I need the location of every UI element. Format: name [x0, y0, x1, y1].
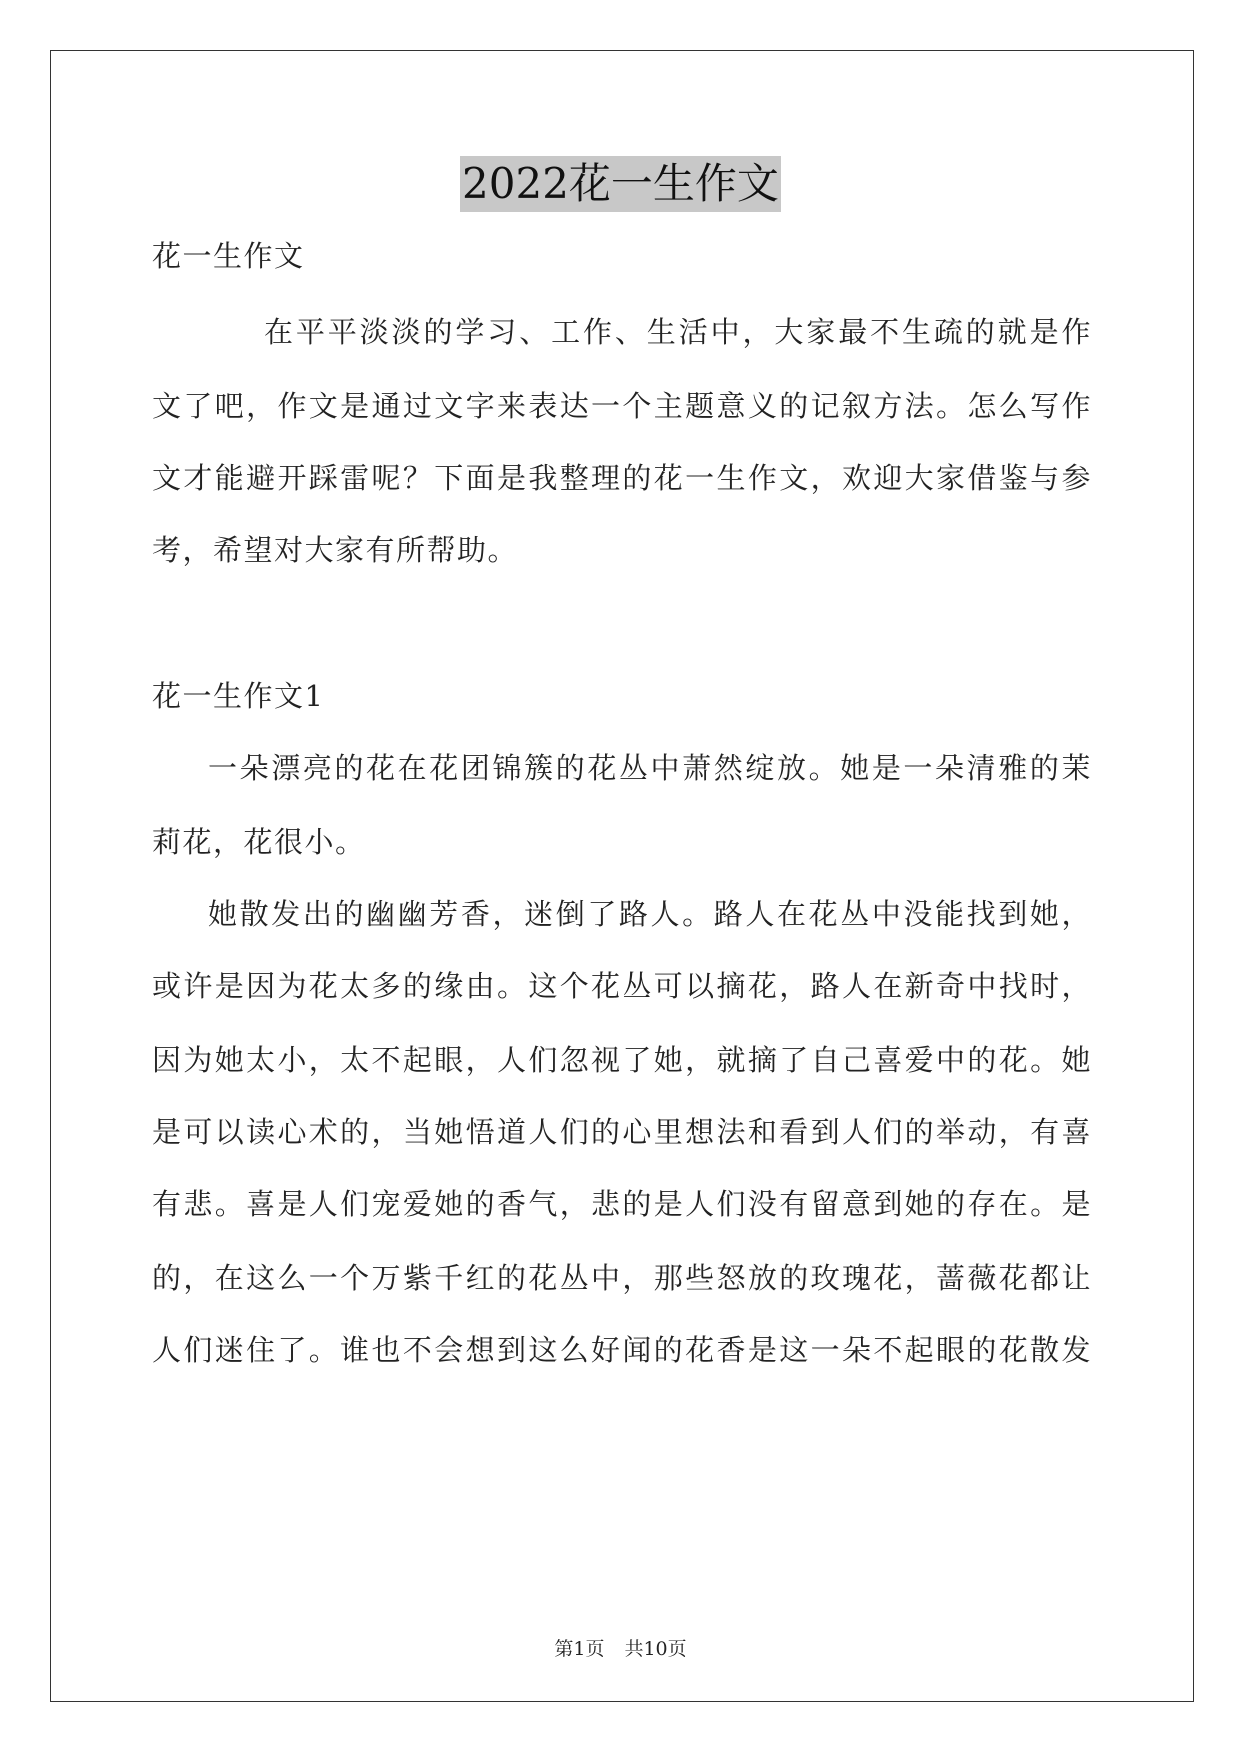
- page-border: [50, 50, 1194, 1702]
- text-line: 考，希望对大家有所帮助。: [152, 533, 519, 567]
- page-total: 共10页: [624, 1638, 687, 1660]
- document-title: 2022花一生作文: [460, 156, 781, 212]
- text-line: 或许是因为花太多的缘由。这个花丛可以摘花，路人在新奇中找时，: [152, 969, 1092, 1003]
- section-heading: 花一生作文1: [152, 679, 325, 713]
- page-number: 第1页: [554, 1638, 605, 1660]
- text-line: 是可以读心术的，当她悟道人们的心里想法和看到人们的举动，有喜: [152, 1115, 1092, 1149]
- text-line: 莉花，花很小。: [152, 825, 366, 859]
- text-line: 的，在这么一个万紫千红的花丛中，那些怒放的玫瑰花，蔷薇花都让: [152, 1261, 1092, 1295]
- text-line: 人们迷住了。谁也不会想到这么好闻的花香是这一朵不起眼的花散发: [152, 1333, 1092, 1367]
- page-footer: [0, 1634, 1241, 1661]
- text-line: 她散发出的幽幽芳香，迷倒了路人。路人在花丛中没能找到她，: [208, 897, 1092, 931]
- title-container: [0, 156, 1241, 212]
- text-line: 文了吧，作文是通过文字来表达一个主题意义的记叙方法。怎么写作: [152, 389, 1092, 423]
- text-line: 因为她太小，太不起眼，人们忽视了她，就摘了自己喜爱中的花。她: [152, 1043, 1092, 1077]
- text-line: 花一生作文: [152, 239, 305, 273]
- text-line: 文才能避开踩雷呢？下面是我整理的花一生作文，欢迎大家借鉴与参: [152, 461, 1092, 495]
- text-line: 一朵漂亮的花在花团锦簇的花丛中萧然绽放。她是一朵清雅的茉: [208, 751, 1092, 785]
- text-line: 在平平淡淡的学习、工作、生活中，大家最不生疏的就是作: [264, 315, 1092, 349]
- text-line: 有悲。喜是人们宠爱她的香气，悲的是人们没有留意到她的存在。是: [152, 1187, 1092, 1221]
